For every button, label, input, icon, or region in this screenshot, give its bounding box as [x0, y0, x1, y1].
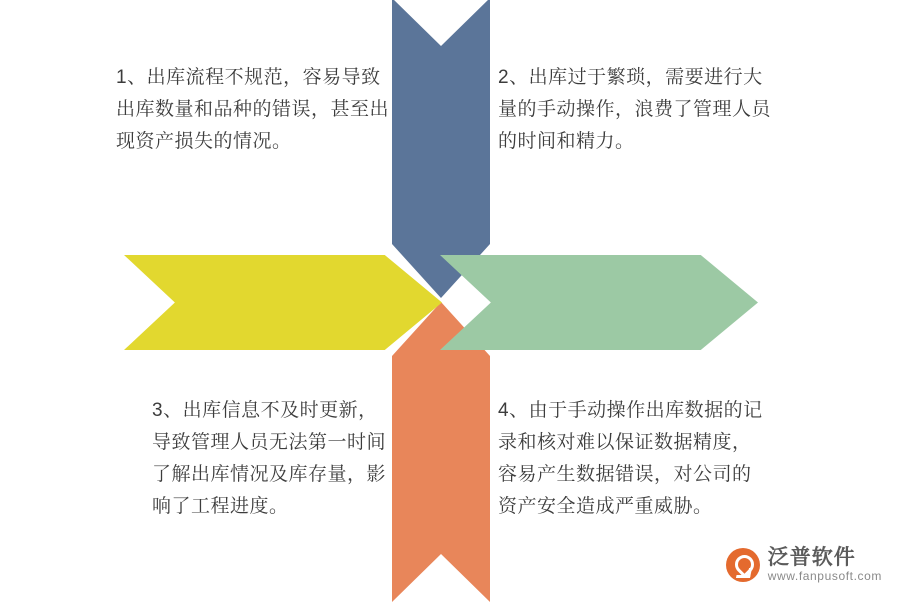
- quadrant-text-4: 4、由于手动操作出库数据的记录和核对难以保证数据精度，容易产生数据错误，对公司的资产安全造成严重威胁。: [498, 400, 763, 517]
- watermark-logo: [726, 546, 882, 584]
- top-arrow-shape: [392, 0, 490, 298]
- fanpu-flame-icon: [726, 548, 760, 582]
- quadrant-text-2: 2、出库过于繁琐，需要进行大量的手动操作，浪费了管理人员的时间和精力。: [498, 67, 772, 152]
- watermark-url: www.fanpusoft.com: [767, 569, 882, 584]
- quadrant-text-1: 1、出库流程不规范，容易导致出库数量和品种的错误，甚至出现资产损失的情况。: [116, 67, 390, 152]
- watermark-brand-name: 泛普软件: [767, 546, 856, 570]
- quadrant-text-3: 3、出库信息不及时更新，导致管理人员无法第一时间了解出库情况及库存量，影响了工程进度。: [152, 400, 387, 517]
- left-arrow-shape: [124, 255, 442, 350]
- right-arrow-shape: [440, 255, 758, 350]
- watermark-text: [768, 546, 882, 584]
